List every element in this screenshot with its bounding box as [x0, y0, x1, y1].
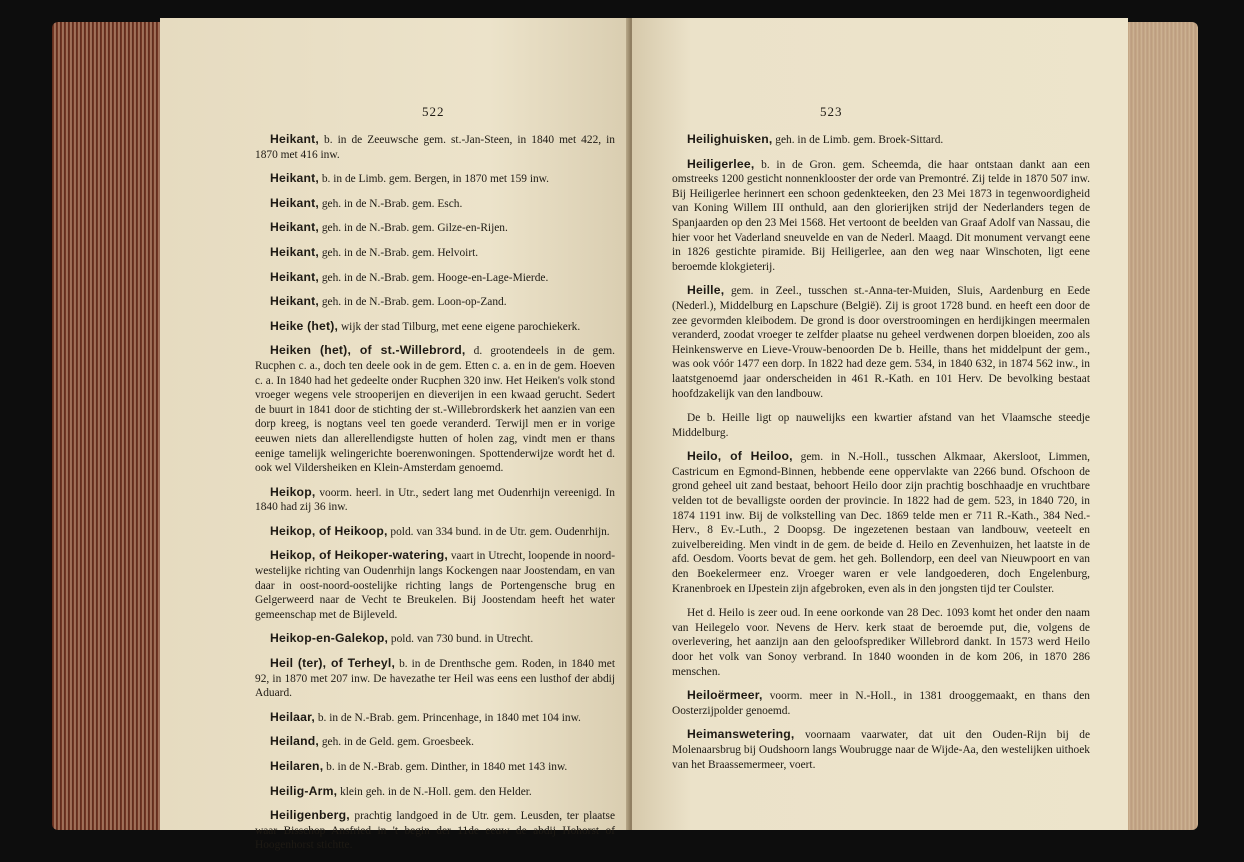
entry-text: b. in de Limb. gem. Bergen, in 1870 met 159 inw. [319, 173, 550, 186]
dictionary-entry [255, 132, 615, 162]
entry-headword: Heilaar, [270, 709, 315, 724]
entry-headword: Heiloërmeer, [687, 688, 763, 703]
entry-text: gem. in Zeel., tusschen st.-Anna-ter-Muiden, Sluis, Aardenburg en Eede (Nederl.), Middelburg en Lapschure (België). Zij is groot 1728 bund. en heeft een door de zee gevormden kleibodem. De grond is door overstroomingen en herdijkingen meermalen veranderd, zoodat vroeger te zelfder plaatse nu geheel verdwenen dorpen bloeiden, zoo als Heinkenswerve en Lieve-Vrouw-benoorden De b. Heille, thans het middelpunt der gem., was ook vóór 1477 een dorp. In 1822 had deze gem. 534, in 1840 632, in 1874 562 inw., in laatstgenoemd jaar onderscheiden in 461 R.-Kath. en 101 Herv. De bevolking bestaat hoofdzakelijk van den landbouw. [672, 285, 1090, 400]
dictionary-entry [255, 270, 615, 286]
dictionary-entry [255, 808, 615, 853]
entry-text: b. in de N.-Brab. gem. Princenhage, in 1840 met 104 inw. [314, 711, 581, 724]
entry-headword: Heilo, of Heiloo, [687, 449, 793, 464]
dictionary-entry [255, 485, 615, 515]
dictionary-entry [672, 605, 1090, 679]
entry-headword: Heiligenberg, [270, 808, 350, 823]
entry-headword: Heikant, [270, 244, 320, 259]
entry-text: b. in de N.-Brab. gem. Dinther, in 1840 met 143 inw. [323, 761, 568, 773]
page-number: 522 [422, 104, 445, 119]
entry-text: klein geh. in de N.-Holl. gem. den Helder. [337, 785, 532, 798]
dictionary-entry [255, 524, 615, 540]
entry-text: wijk der stad Tilburg, met eene eigene parochiekerk. [338, 320, 581, 333]
dictionary-entry [255, 631, 615, 647]
entry-headword: Heikant, [270, 269, 320, 284]
entry-text: voorm. heerl. in Utr., sedert lang met Oudenrhijn vereenigd. In 1840 had zij 36 inw. [255, 486, 615, 514]
dictionary-entry [255, 245, 615, 261]
dictionary-entry [255, 734, 615, 750]
entry-headword: Heil (ter), of Terheyl, [270, 656, 396, 671]
entry-text: gem. in N.-Holl., tusschen Alkmaar, Akersloot, Limmen, Castricum en Egmond-Binnen, hebbende eene oppervlakte van 2266 bund. Ofschoon de grond geheel uit zand bestaat, behoort Heilo door zijn prachtig boschhaadje en vruchtbare velden tot de bevalligste oorden der provincie. In 1822 had de gem. 523, in 1840 720, in 1874 1191 inw. Bij de volkstelling van Dec. 1869 telde men er 711 R.-Kath., 384 Ned.-Herv., 8 Ev.-Luth., 2 Doopsg. De ingezetenen bestaan van landbouw, veeteelt en zuivelbereiding. Men vindt in de gem. de beide d. Heilo en Zevenhuizen, het laatste in de afd. Oesdom. Voorts bevat de gem. het geh. Bollendorp, een deel van Nieuwpoort en van den Boekelermeer enz. Vroeger waren er vele landgoederen, doch Engelenburg, Kranenbroek en IJpestein zijn afgebroken, even als in den jongsten tijd ter Coulster. [672, 451, 1090, 595]
dictionary-entry [255, 548, 615, 622]
dictionary-entry [672, 688, 1090, 718]
entry-text: b. in de Gron. gem. Scheemda, die haar ontstaan dankt aan een omstreeks 1200 gesticht nonnenklooster der orde van Premontré. Zij telde in 1870 507 inw. Bij Heiligerlee herinnert een schoon gedenkteeken, den 23 Mei 1873 in tegenwoordigheid van Koning Willem III onthuld, aan den glorierijken strijd der Nederlanders tegen de Spanjaarden op den 23 Mei 1568. Het vertoont de beelden van Graaf Adolf van Nassau, die hier voor het Vaderland sneuvelde en van de Nederl. Maagd. Dit monument vervangt eene in 1826 gestichte piramide. Bij Heiligerlee, aan den weg naar Winschoten, ligt eene beroemde klokgieterij. [672, 158, 1090, 273]
entry-headword: Heike (het), [270, 318, 339, 333]
entry-headword: Heikop, [270, 484, 316, 499]
entry-headword: Heikant, [270, 294, 320, 309]
left-page [160, 18, 630, 852]
entry-text: voorm. meer in N.-Holl., in 1381 drooggemaakt, en thans den Oosterzijpolder genoemd. [672, 690, 1090, 717]
right-text-column [672, 132, 1090, 781]
entry-text: geh. in de N.-Brab. gem. Gilze-en-Rijen. [319, 222, 508, 235]
entry-headword: Heikant, [270, 195, 320, 210]
dictionary-entry [255, 343, 615, 475]
dictionary-entry [255, 710, 615, 726]
page-number: 523 [820, 104, 843, 119]
dictionary-entry [255, 171, 615, 187]
entry-text: vaart in Utrecht, loopende in noord-westelijke richting van Oudenrhijn langs Kockengen naar Joostendam, en van daar in oost-noord-oostelijke richting langs de Portengensche brug en Gelgerweerd naar de Vecht te Breukelen. Bij Joostendam heeft het water gemeenschap met de Bijleveld. [255, 550, 615, 621]
entry-text: b. in de Zeeuwsche gem. st.-Jan-Steen, in 1840 met 422, in 1870 met 416 inw. [255, 134, 615, 161]
book-page-edges-right [1128, 22, 1198, 830]
dictionary-entry [255, 656, 615, 701]
dictionary-entry [255, 220, 615, 236]
dictionary-entry [255, 294, 615, 310]
entry-text: geh. in de N.-Brab. gem. Hooge-en-Lage-Mierde. [319, 271, 549, 284]
dictionary-entry [672, 449, 1090, 596]
dictionary-entry [672, 727, 1090, 772]
dictionary-entry [672, 157, 1090, 275]
left-text-column [255, 132, 615, 862]
dictionary-entry [672, 283, 1090, 401]
entry-headword: Heikop, of Heikoper-watering, [270, 548, 448, 563]
entry-headword: Heilighuisken, [687, 132, 773, 146]
entry-text: De b. Heille ligt op nauwelijks een kwartier afstand van het Vlaamsche steedje Middelburg. [672, 412, 1090, 439]
entry-text: geh. in de Geld. gem. Groesbeek. [319, 736, 475, 749]
entry-headword: Heiland, [270, 734, 320, 749]
entry-headword: Heikop, of Heikoop, [270, 523, 388, 538]
entry-text: d. grootendeels in de gem. Rucphen c. a., doch ten deele ook in de gem. Etten c. a. en in de gem. Hoeven c. a. In 1840 had het gedeelte onder Rucphen 320 inw. Het Heiken's volk stond vroeger wegens vele strooperijen en dieverijen in een kwaad gerucht. Sedert de buurt in 1841 door de stichting der st.-Willebrordskerk het aanzien van een dorp kreeg, is nogtans veel ten goede veranderd. Terwijl men er in vorige eeuwen niets dan allerellendigste hutten of holen zag, vindt men er thans eenige tamelijk welingerichte boerenwoningen. Spottenderwijze wordt het d. ook wel Vildersheiken en Klein-Amsterdam genoemd. [255, 345, 615, 475]
entry-text: pold. van 334 bund. in de Utr. gem. Oudenrhijn. [387, 525, 610, 538]
dictionary-entry [255, 759, 615, 775]
entry-text: geh. in de N.-Brab. gem. Esch. [319, 197, 463, 210]
dictionary-entry [255, 784, 615, 800]
entry-headword: Heikant, [270, 132, 320, 146]
entry-headword: Heikop-en-Galekop, [270, 631, 389, 646]
dictionary-entry [672, 132, 1090, 148]
entry-headword: Heille, [687, 283, 725, 298]
entry-text: geh. in de Limb. gem. Broek-Sittard. [772, 134, 944, 146]
dictionary-entry [672, 410, 1090, 440]
entry-headword: Heilig-Arm, [270, 783, 338, 798]
entry-text: pold. van 730 bund. in Utrecht. [388, 633, 534, 646]
entry-text: voornaam vaarwater, dat uit den Ouden-Rijn bij de Molenaarsbrug bij Oudshoorn langs Woubrugge naar de Wijde-Aa, den westelijken uithoek van het Braassemermeer, voert. [672, 729, 1090, 771]
entry-headword: Heimanswetering, [687, 727, 795, 742]
right-page [632, 18, 1128, 830]
entry-text: prachtig landgoed in de Utr. gem. Leusden, ter plaatse waar Bisschop Ansfried in 't begin der 11de eeuw de abdij Hohorst of Hoogenhorst stichtte. [255, 810, 615, 852]
book-page-edges-left [52, 22, 162, 830]
entry-text: geh. in de N.-Brab. gem. Helvoirt. [319, 246, 479, 259]
dictionary-entry [255, 319, 615, 335]
entry-text: geh. in de N.-Brab. gem. Loon-op-Zand. [319, 296, 507, 309]
entry-headword: Heikant, [270, 220, 320, 235]
dictionary-entry [255, 196, 615, 212]
entry-text: b. in de Drenthsche gem. Roden, in 1840 met 92, in 1870 met 207 inw. De havezathe ter Heil was eens een lusthof der abdij Aduard. [255, 658, 616, 700]
entry-headword: Heiken (het), of st.-Willebrord, [270, 343, 466, 358]
entry-headword: Heikant, [270, 171, 320, 186]
entry-headword: Heiligerlee, [687, 156, 755, 171]
entry-text: Het d. Heilo is zeer oud. In eene oorkonde van 28 Dec. 1093 komt het onder den naam van Heilegelo voor. Nevens de Herv. kerk staat de beroemde put, die, volgens de overlevering, het aanzijn aan den geloofsprediker Willebrord dankt. In 1573 werd Heilo door het volk van Sonoy verbrand. In 1840 woonden in de kom 206, in 1870 286 menschen. [672, 607, 1090, 678]
entry-headword: Heilaren, [270, 759, 324, 773]
